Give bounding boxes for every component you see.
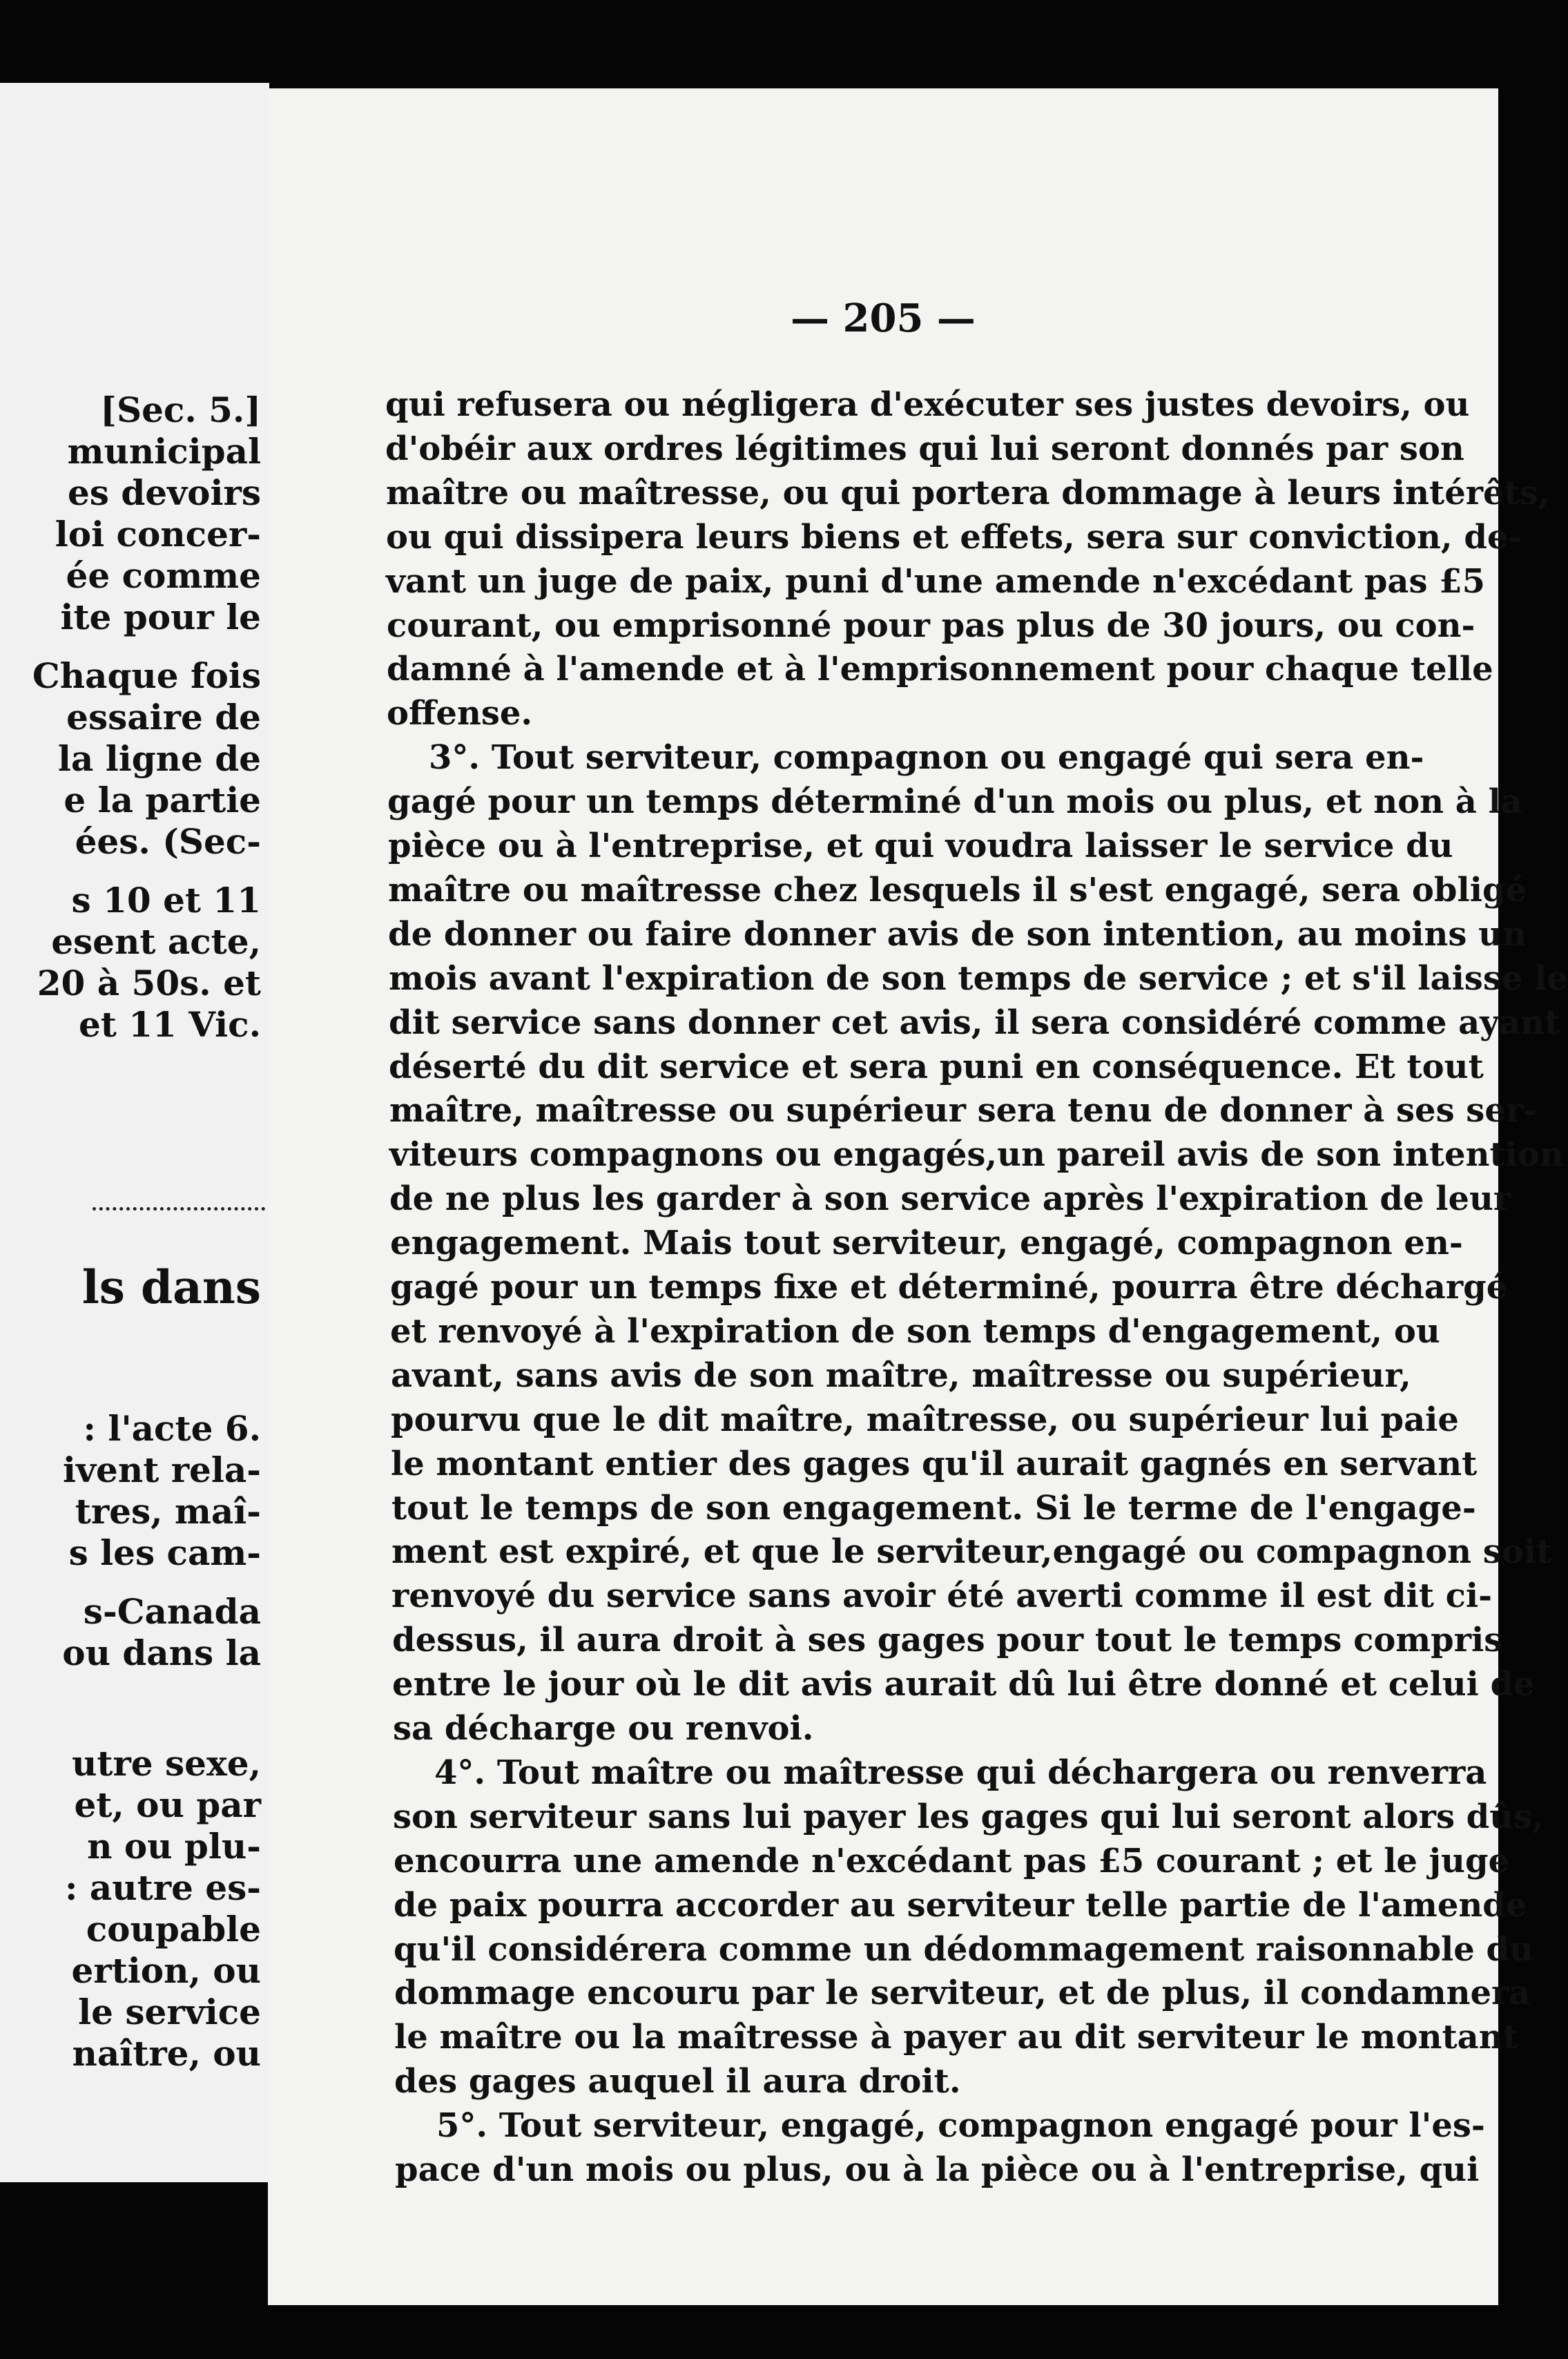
text-line: gagé pour un temps déterminé d'un mois ou plus, et non à la: [387, 782, 1522, 821]
text-line: 3°. Tout serviteur, compagnon ou engagé qui sera en-: [429, 738, 1424, 777]
left-page-line: s 10 et 11: [71, 880, 261, 921]
left-page-line: ées. (Sec-: [75, 821, 261, 862]
left-page-line: esent acte,: [51, 921, 261, 962]
text-line: mois avant l'expiration de son temps de service ; et s'il laisse le: [389, 959, 1568, 998]
text-line: dessus, il aura droit à ses gages pour tout le temps compris: [392, 1621, 1503, 1659]
text-line: maître, maîtresse ou supérieur sera tenu de donner à ses ser-: [389, 1091, 1538, 1130]
left-page-line: municipal: [67, 431, 261, 472]
text-line: 5°. Tout serviteur, engagé, compagnon engagé pour l'es-: [436, 2106, 1485, 2145]
left-page-line: ite pour le: [60, 597, 261, 637]
left-page-line: 20 à 50s. et: [37, 963, 261, 1003]
text-line: de ne plus les garder à son service après l'expiration de leur: [389, 1180, 1511, 1218]
left-page-line: et 11 Vic.: [78, 1004, 261, 1045]
left-page-line: s les cam-: [68, 1532, 261, 1573]
text-line: ou qui dissipera leurs biens et effets, sera sur conviction, de-: [386, 518, 1522, 557]
text-line: courant, ou emprisonné pour pas plus de 30 jours, ou con-: [387, 606, 1475, 645]
left-page-line: loi concer-: [55, 514, 261, 555]
text-line: vant un juge de paix, puni d'une amende n'excédant pas £5: [386, 562, 1486, 601]
left-page: [0, 83, 269, 2182]
text-line: 4°. Tout maître ou maîtresse qui déchargera ou renverra: [434, 1753, 1487, 1792]
text-line: de paix pourra accorder au serviteur telle partie de l'amende: [394, 1886, 1527, 1925]
text-line: sa décharge ou renvoi.: [393, 1709, 814, 1748]
text-line: le montant entier des gages qu'il aurait gagnés en servant: [391, 1445, 1478, 1483]
left-page-line: le service: [78, 1992, 261, 2032]
left-page-line: utre sexe,: [72, 1743, 261, 1784]
text-line: maître ou maîtresse, ou qui portera dommage à leurs intérêts,: [386, 474, 1550, 512]
left-page-line: e la partie: [64, 780, 261, 820]
left-page-heading: ls dans: [81, 1260, 261, 1314]
left-page-line: n ou plu-: [87, 1826, 261, 1867]
text-line: déserté du dit service et sera puni en conséquence. Et tout: [389, 1048, 1484, 1086]
text-line: dit service sans donner cet avis, il sera considéré comme ayant: [389, 1003, 1560, 1042]
left-page-line: : autre es-: [65, 1867, 261, 1908]
text-line: gagé pour un temps fixe et déterminé, pourra être déchargé: [390, 1268, 1508, 1307]
text-line: engagement. Mais tout serviteur, engagé, compagnon en-: [390, 1224, 1463, 1262]
text-line: damné à l'amende et à l'emprisonnement pour chaque telle: [387, 650, 1493, 689]
text-line: renvoyé du service sans avoir été averti comme il est dit ci-: [391, 1577, 1493, 1615]
text-line: et renvoyé à l'expiration de son temps d'engagement, ou: [390, 1312, 1440, 1351]
text-line: qui refusera ou négligera d'exécuter ses justes devoirs, ou: [385, 385, 1470, 424]
text-line: viteurs compagnons ou engagés,un pareil avis de son intention: [389, 1135, 1564, 1174]
page-number: — 205 —: [791, 296, 976, 341]
text-line: pourvu que le dit maître, maîtresse, ou supérieur lui paie: [391, 1400, 1459, 1439]
left-page-line: la ligne de: [57, 738, 261, 779]
text-line: ment est expiré, et que le serviteur,engagé ou compagnon soit: [391, 1532, 1552, 1571]
left-page-line: tres, maî-: [75, 1491, 261, 1532]
text-line: pace d'un mois ou plus, ou à la pièce ou à l'entreprise, qui: [395, 2150, 1480, 2189]
text-line: de donner ou faire donner avis de son intention, au moins un: [388, 915, 1527, 954]
left-page-line: ée comme: [66, 555, 261, 596]
text-line: qu'il considérera comme un dédommagement raisonnable du: [394, 1930, 1533, 1969]
left-page-line: es devoirs: [67, 472, 261, 513]
left-page-line: ivent rela-: [62, 1450, 261, 1490]
left-page-line: s-Canada: [83, 1591, 261, 1632]
text-line: pièce ou à l'entreprise, et qui voudra laisser le service du: [388, 827, 1453, 865]
text-line: le maître ou la maîtresse à payer au dit serviteur le montant: [394, 2018, 1518, 2057]
right-page: [268, 88, 1568, 2305]
section-separator: [93, 1195, 265, 1211]
left-page-line: Chaque fois: [32, 655, 261, 696]
text-line: tout le temps de son engagement. Si le terme de l'engage-: [391, 1489, 1476, 1528]
text-line: dommage encouru par le serviteur, et de plus, il condamnera: [394, 1974, 1531, 2012]
text-line: d'obéir aux ordres légitimes qui lui seront donnés par son: [385, 430, 1464, 468]
text-line: son serviteur sans lui payer les gages qui lui seront alors dûs,: [393, 1798, 1544, 1836]
left-page-line: : l'acte 6.: [83, 1408, 261, 1449]
text-line: offense.: [387, 694, 533, 733]
left-page-line: et, ou par: [74, 1784, 261, 1825]
left-page-line: naître, ou: [72, 2033, 261, 2074]
left-page-line: ou dans la: [62, 1633, 261, 1673]
left-page-line: coupable: [86, 1909, 261, 1949]
text-line: encourra une amende n'excédant pas £5 courant ; et le juge: [394, 1842, 1510, 1880]
text-line: entre le jour où le dit avis aurait dû lui être donné et celui de: [392, 1665, 1535, 1704]
body-text: [268, 385, 1568, 2195]
left-page-line: ertion, ou: [71, 1950, 261, 1991]
left-page-line: [Sec. 5.]: [100, 389, 261, 430]
left-page-line: essaire de: [66, 697, 261, 738]
text-line: maître ou maîtresse chez lesquels il s'est engagé, sera obligé: [388, 871, 1527, 909]
text-line: des gages auquel il aura droit.: [394, 2062, 961, 2101]
text-line: avant, sans avis de son maître, maîtresse ou supérieur,: [391, 1356, 1411, 1395]
